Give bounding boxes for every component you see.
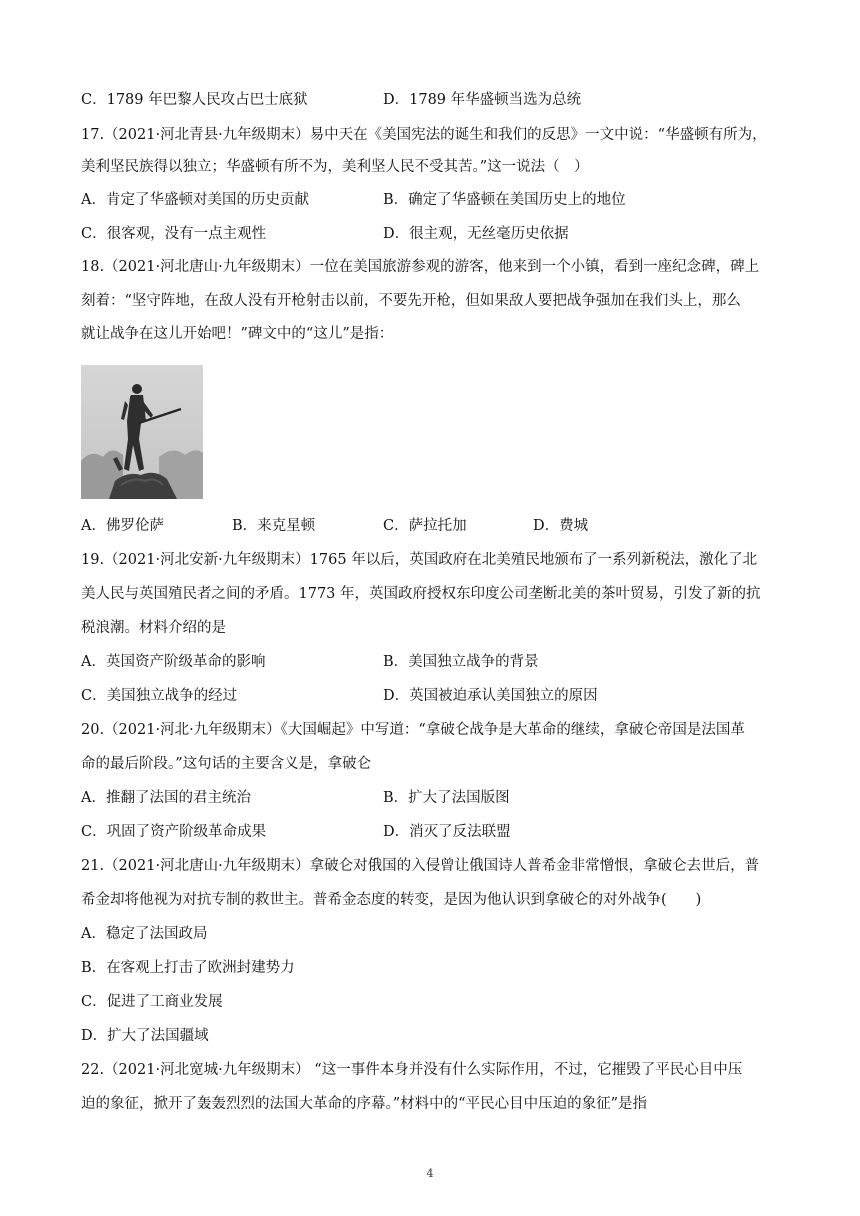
q17-option-a: A．肯定了华盛顿对美国的历史贡献 (81, 192, 309, 208)
q20-option-b: B．扩大了法国版图 (383, 790, 510, 806)
minuteman-statue-image (81, 365, 203, 499)
q21-stem-line1: 21.（2021·河北唐山·九年级期末）拿破仑对俄国的入侵曾让俄国诗人普希金非常憎恨，拿破仑去世后，普 (81, 858, 760, 874)
q21-option-a: A．稳定了法国政局 (81, 926, 208, 942)
q19-option-a: A．英国资产阶级革命的影响 (81, 654, 266, 670)
q17-option-c: C．很客观，没有一点主观性 (81, 226, 267, 242)
q22-stem-line1: 22.（2021·河北宽城·九年级期末） “这一事件本身并没有什么实际作用，不过，它摧毁了平民心目中压 (81, 1062, 743, 1078)
q20-option-d: D．消灭了反法联盟 (383, 824, 511, 840)
q18-stem-line3: 就让战争在这儿开始吧！”碑文中的“这儿”是指： (81, 326, 394, 342)
q19-stem-line1: 19.（2021·河北安新·九年级期末）1765 年以后，英国政府在北美殖民地颁布了一系列新税法，激化了北 (81, 552, 758, 568)
q18-stem-line1: 18.（2021·河北唐山·九年级期末）一位在美国旅游参观的游客，他来到一个小镇，看到一座纪念碑，碑上 (81, 259, 760, 275)
q19-option-d: D．英国被迫承认美国独立的原因 (383, 688, 598, 704)
page-number: 4 (426, 1167, 434, 1180)
q17-stem-line2: 美利坚民族得以独立；华盛顿有所不为，美利坚人民不受其苦。”这一说法（ ） (81, 159, 589, 175)
q19-stem-line3: 税浪潮。材料介绍的是 (81, 620, 226, 636)
q20-option-a: A．推翻了法国的君主统治 (81, 790, 251, 806)
q18-option-d: D．费城 (533, 518, 589, 534)
q16-option-c: C．1789 年巴黎人民攻占巴士底狱 (81, 92, 308, 108)
q19-option-c: C．美国独立战争的经过 (81, 688, 238, 704)
q21-option-c: C．促进了工商业发展 (81, 994, 223, 1010)
q21-option-d: D．扩大了法国疆域 (81, 1028, 209, 1044)
q20-option-c: C．巩固了资产阶级革命成果 (81, 824, 267, 840)
q20-stem-line2: 命的最后阶段。”这句话的主要含义是，拿破仑 (81, 756, 372, 772)
q21-stem-line2: 希金却将他视为对抗专制的救世主。普希金态度的转变，是因为他认识到拿破仑的对外战争( ) (81, 892, 702, 908)
q21-option-b: B．在客观上打击了欧洲封建势力 (81, 960, 295, 976)
q18-stem-line2: 刻着：“坚守阵地，在敌人没有开枪射击以前，不要先开枪，但如果敌人要把战争强加在我们头上，那么 (81, 293, 741, 309)
q20-stem-line1: 20.（2021·河北·九年级期末）《大国崛起》中写道：“拿破仑战争是大革命的继续，拿破仑帝国是法国革 (81, 722, 745, 738)
q18-option-a: A．佛罗伦萨 (81, 518, 164, 534)
q17-option-b: B．确定了华盛顿在美国历史上的地位 (383, 192, 626, 208)
q19-option-b: B．美国独立战争的背景 (383, 654, 539, 670)
q19-stem-line2: 美人民与英国殖民者之间的矛盾。1773 年，英国政府授权东印度公司垄断北美的茶叶贸易，引发了新的抗 (81, 586, 761, 602)
q18-option-c: C．萨拉托加 (383, 518, 467, 534)
q16-option-d: D．1789 年华盛顿当选为总统 (383, 92, 582, 108)
q22-stem-line2: 迫的象征，掀开了轰轰烈烈的法国大革命的序幕。”材料中的“平民心目中压迫的象征”是指 (81, 1096, 647, 1112)
q17-option-d: D．很主观，无丝毫历史依据 (383, 226, 569, 242)
q17-stem-line1: 17.（2021·河北青县·九年级期末）易中天在《美国宪法的诞生和我们的反思》一文中说：“华盛顿有所为， (81, 127, 767, 143)
q18-option-b: B．来克星顿 (232, 518, 316, 534)
